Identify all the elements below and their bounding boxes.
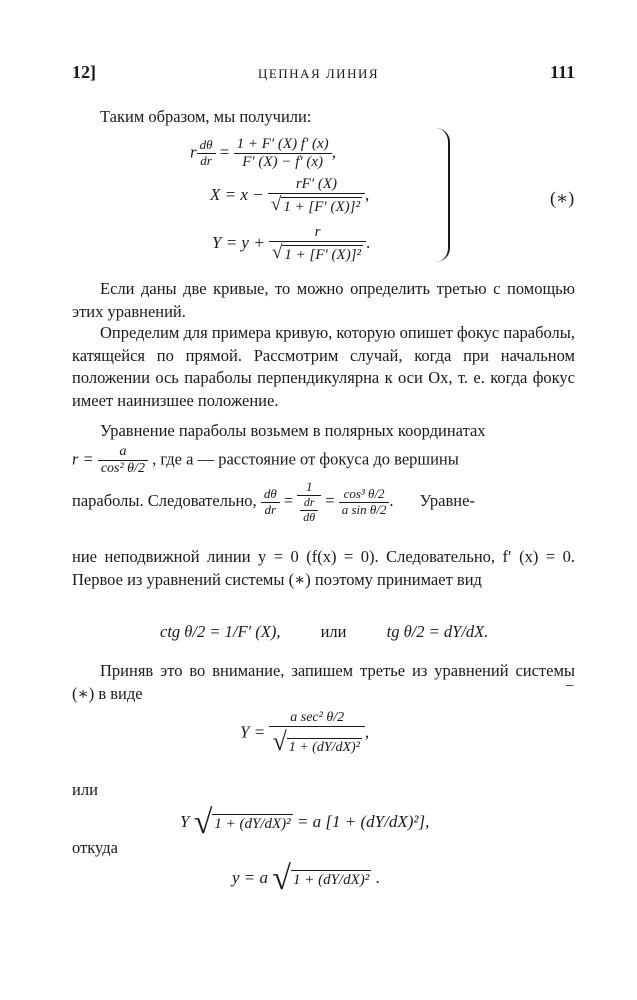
eqy-rad: 1 + (dY/dX)² xyxy=(292,871,370,888)
eq1-rhs-den: F′ (X) − f′ (x) xyxy=(242,154,324,171)
paragraph-3: Уравнение параболы возьмем в полярных координатах xyxy=(100,421,486,440)
derivative-mid-den-num: dr xyxy=(300,496,318,511)
whence-word: откуда xyxy=(72,838,118,857)
page-number: 111 xyxy=(549,62,575,82)
polar-lhs: r = xyxy=(72,449,94,469)
polar-text: , где a — расстояние от фокуса до вершины xyxy=(152,449,459,469)
eq3-den: 1 + [F′ (X)]² xyxy=(284,247,362,264)
or-word: или xyxy=(72,780,98,799)
eq1-rhs-frac xyxy=(234,136,332,172)
derivative-after: Уравне- xyxy=(419,491,475,511)
paragraph-4: ние неподвижной линии y = 0 (f(x) = 0). Следовательно, f′ (x) = 0. Первое из уравнений системы (∗) поэтому принимает вид xyxy=(72,547,575,589)
equation-Y-sqrt: Y √ 1 + (dY/dX)² = a [1 + (dY/dX)²], xyxy=(180,804,430,841)
derivative-before: параболы. Следовательно, xyxy=(72,491,257,511)
derivative-mid-num: 1 xyxy=(297,480,321,496)
eq2-frac: $\frac{rF' (X)}{\text{√ 1 + [F′ (X)]²}}$ xyxy=(268,176,365,216)
eqYa-rhs: = a [1 + (dY/dX)²], xyxy=(296,811,430,831)
eq2-num: rF′ (X) xyxy=(268,176,365,194)
eqY-lhs: Y = xyxy=(240,722,266,742)
equation-y-final: y = a √ 1 + (dY/dX)² . xyxy=(232,860,380,897)
system-equation-1: r $\frac{d\theta}{dr}$ = $\frac{1 + F' (X) f' (x)}{F' (X) - f' (x)}$ , xyxy=(190,136,336,171)
system-marker: (∗) xyxy=(550,188,575,208)
derivative-lhs-den: dr xyxy=(264,501,277,517)
ctg-or: или xyxy=(320,622,347,641)
eq1-lhs-den: dr xyxy=(200,153,212,169)
eqYa-lhs: Y xyxy=(180,811,190,831)
eq1-lhs-frac xyxy=(197,138,216,169)
polar-num: a xyxy=(98,444,148,461)
tg-equation: tg θ/2 = dY/dX. xyxy=(386,622,489,641)
paragraph-2: Определим для примера кривую, которую опишет фокус параболы, катящейся по прямой. Рассмотрим случай, когда при начальном положении ось параболы перпендикулярна к оси Ox, т. е. когда фокус имеет наинизшее положение. xyxy=(72,323,575,410)
ctg-equation: ctg θ/2 = 1/F′ (X), xyxy=(160,622,281,641)
eq3-lhs: Y = y + xyxy=(212,233,265,253)
eqy-lhs: y = a xyxy=(232,867,269,887)
equation-Y-sec: Y = $\frac{\text{a sec² θ/2}}{\text{√ 1 + (dY/dX)²}}$ , xyxy=(240,710,370,757)
eqY-den: 1 + (dY/dX)² xyxy=(288,739,360,755)
eq1-lhs-prefix: r xyxy=(190,142,197,162)
polar-equation xyxy=(72,444,459,477)
system-brace xyxy=(436,128,450,262)
section-number: 12] xyxy=(72,62,96,82)
derivative-rhs-num: cos³ θ/2 xyxy=(339,487,390,503)
eq3-frac: $\frac{r}{\text{√ 1 + [F′ (X)]²}}$ xyxy=(269,224,366,264)
intro-text: Таким образом, мы получили: xyxy=(100,107,312,126)
derivative-rhs-den: a sin θ/2 xyxy=(341,501,387,517)
polar-den: cos² θ/2 xyxy=(100,461,145,477)
derivative-rhs xyxy=(339,487,390,518)
eqY-num: a sec² θ/2 xyxy=(269,710,364,727)
running-title: ЦЕПНАЯ ЛИНИЯ xyxy=(257,66,380,81)
polar-frac xyxy=(98,444,148,477)
margin-mark: − xyxy=(565,678,575,695)
derivative-line: параболы. Следовательно, $\frac{d\theta}{dr}$ = $\frac{1}{\frac{dr}{d\theta}}$ = $\frac{\text{cos³ θ/2}}{\text{a sin θ/2}}$ . Уравне- xyxy=(72,479,475,524)
eq1-lhs-num: dθ xyxy=(197,138,216,154)
paragraph-1: Если даны две кривые, то можно определить третью с помощью этих уравнений. xyxy=(72,279,575,321)
system-equation-3: Y = y + $\frac{r}{\text{√ 1 + [F′ (X)]²}}$ . xyxy=(212,224,371,264)
eqYa-rad: 1 + (dY/dX)² xyxy=(214,815,291,832)
eq2-lhs: X = x − xyxy=(210,185,264,205)
derivative-lhs xyxy=(261,487,280,518)
system-equation-2: X = x − $\frac{rF' (X)}{\text{√ 1 + [F′ (X)]²}}$ , xyxy=(210,176,370,216)
eq2-den: 1 + [F′ (X)]² xyxy=(283,199,360,216)
eqy-end: . xyxy=(375,867,380,887)
derivative-lhs-num: dθ xyxy=(261,487,280,503)
eqY-frac: $\frac{\text{a sec² θ/2}}{\text{√ 1 + (dY/dX)²}}$ xyxy=(269,710,364,757)
eq3-num: r xyxy=(269,224,366,242)
derivative-mid xyxy=(297,480,321,525)
derivative-mid-den-den: dθ xyxy=(303,509,316,524)
eq1-rhs-num: 1 + F′ (X) f′ (x) xyxy=(234,136,332,154)
ctg-tg-equations xyxy=(160,622,488,642)
paragraph-5: Приняв это во внимание, запишем третье из уравнений системы (∗) в виде xyxy=(72,661,575,703)
